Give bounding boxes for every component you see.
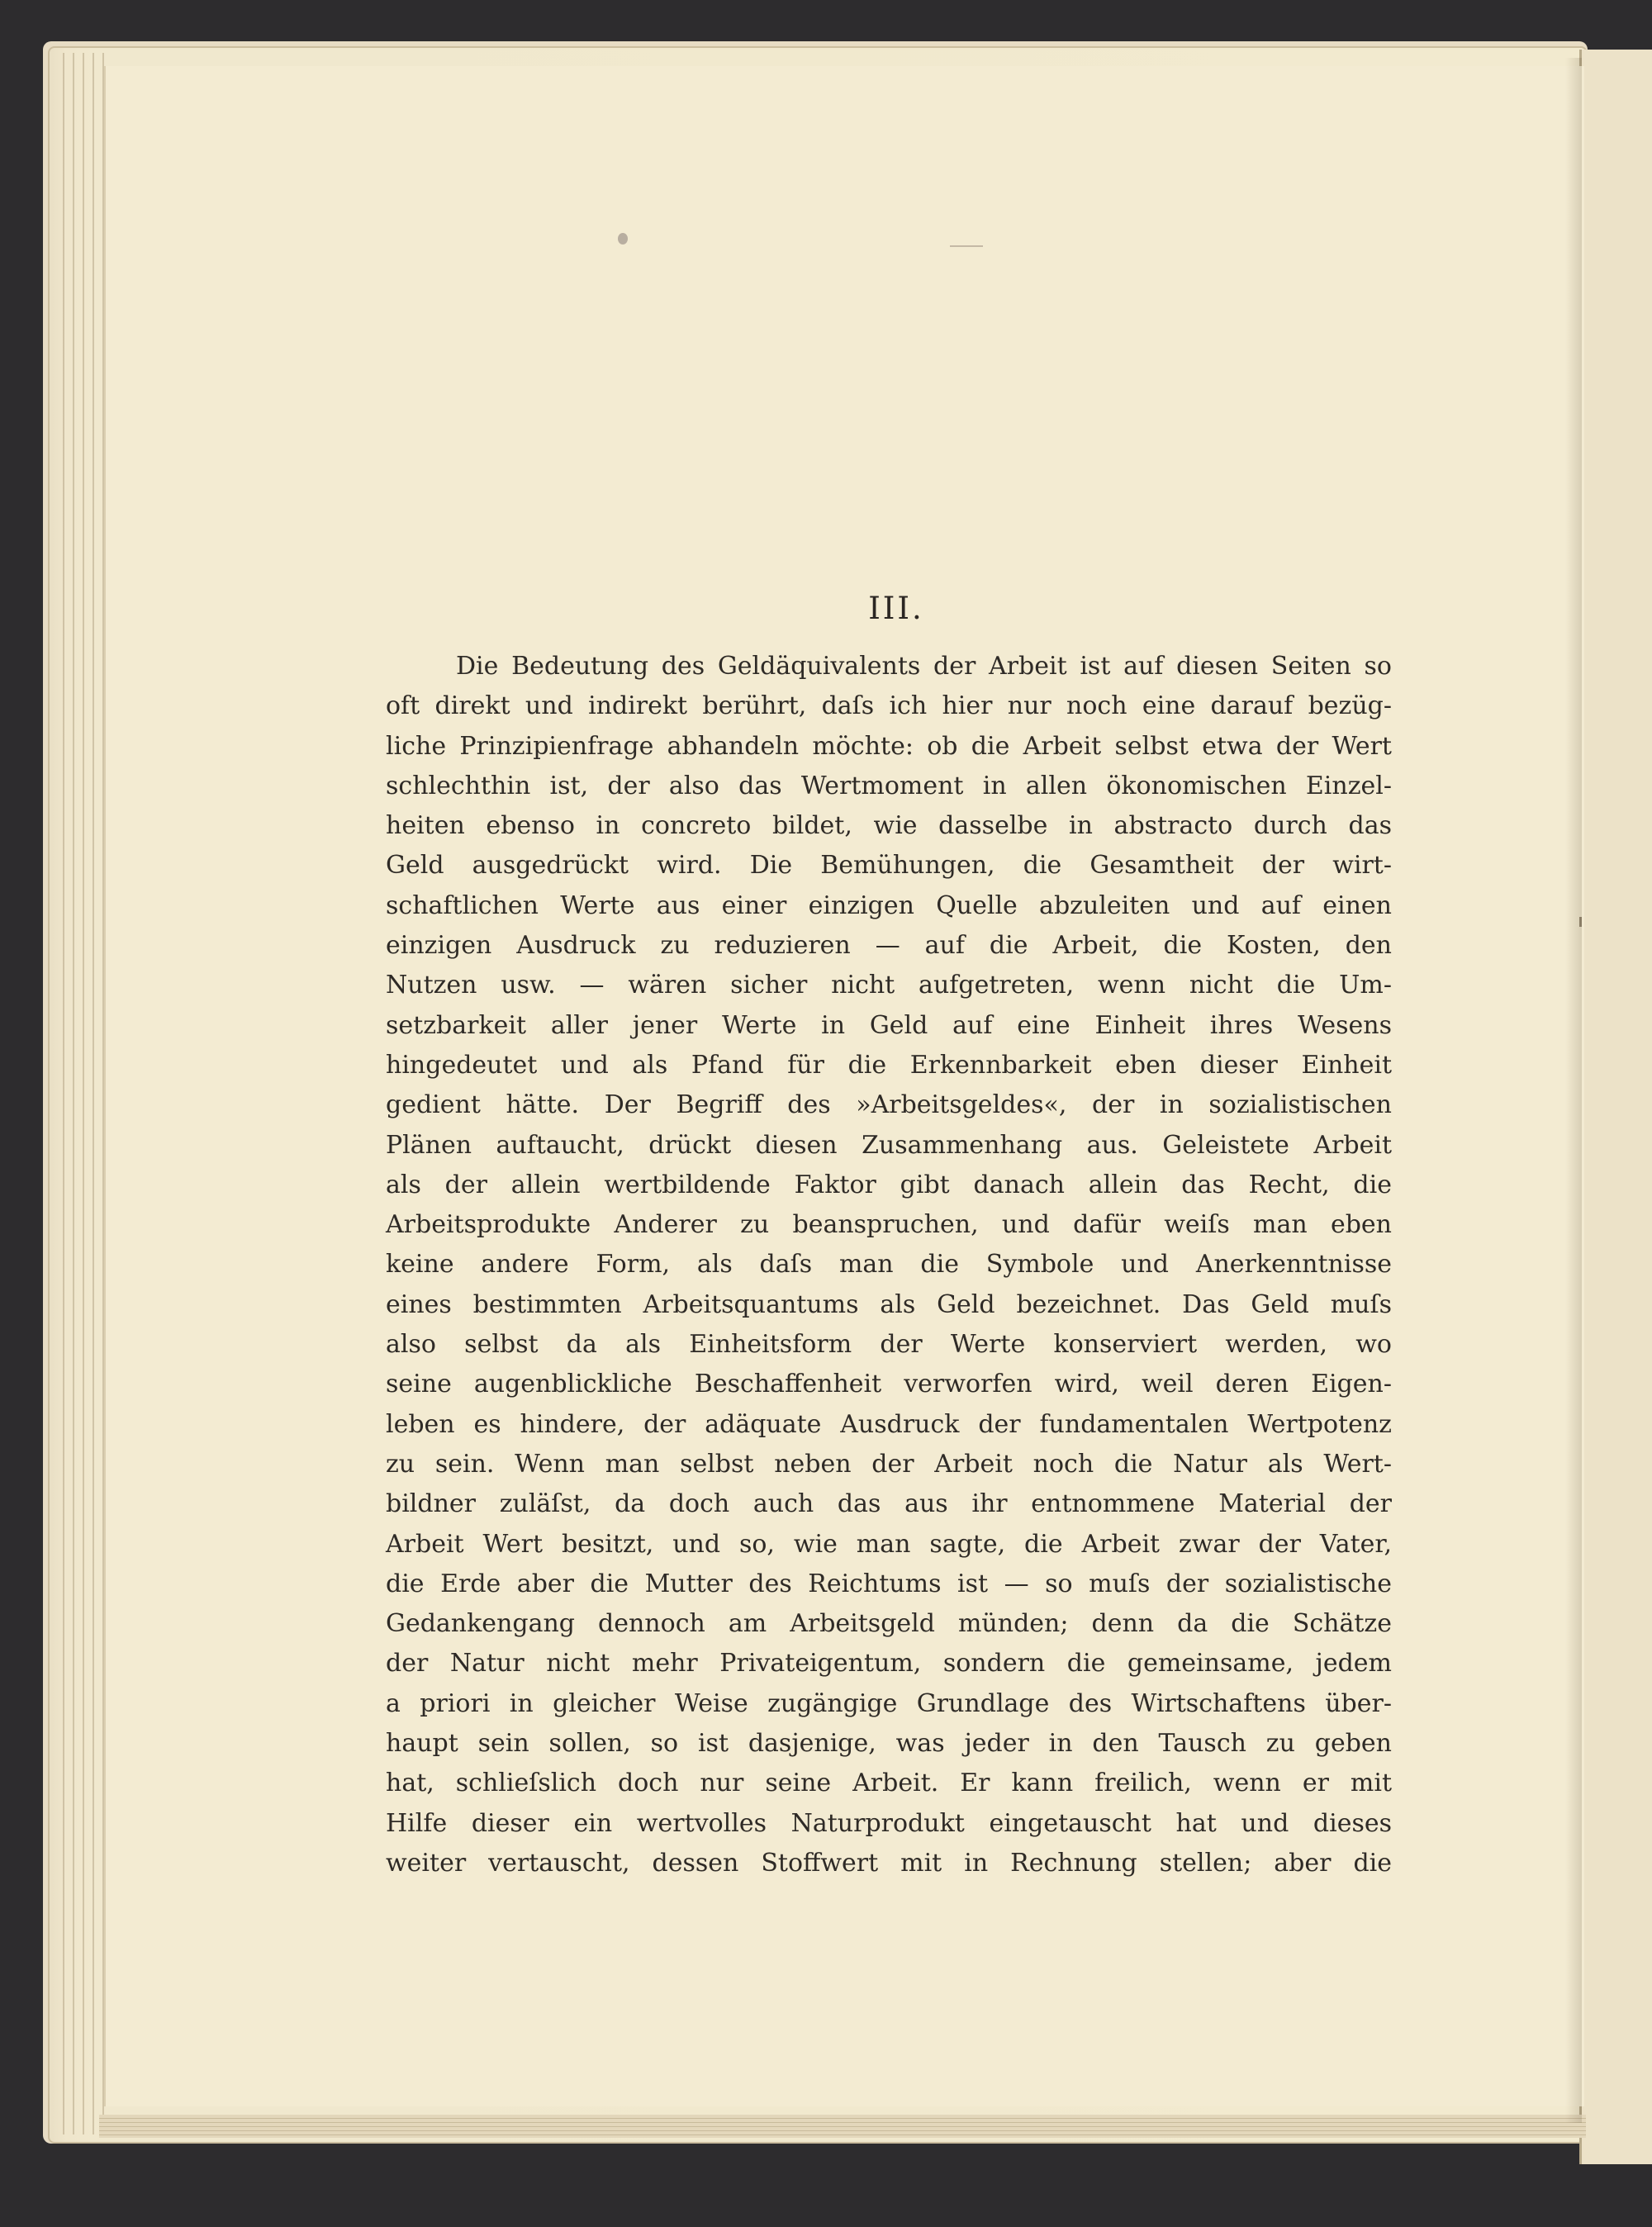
text-line: also selbst da als Einheitsform der Werte konserviert werden, wo: [386, 1330, 1392, 1360]
chapter-heading: III.: [868, 591, 924, 626]
text-line: der Natur nicht mehr Privateigentum, sondern die gemeinsame, jedem: [386, 1649, 1392, 1679]
paper-spot: [618, 233, 628, 245]
text-line: die Erde aber die Mutter des Reichtums ist — so muſs der sozialistische: [386, 1569, 1392, 1598]
text-line: Plänen auftaucht, drückt diesen Zusammenhang aus. Geleistete Arbeit: [386, 1130, 1392, 1160]
text-line: Geld ausgedrückt wird. Die Bemühungen, die Gesamtheit der wirt-: [386, 851, 1392, 881]
text-line: Arbeit Wert besitzt, und so, wie man sagte, die Arbeit zwar der Vater,: [386, 1529, 1392, 1559]
book-spine: [1579, 50, 1652, 2164]
margin-mark: [1579, 917, 1582, 927]
text-line: liche Prinzipienfrage abhandeln möchte: ob die Arbeit selbst etwa der Wert: [386, 731, 1392, 761]
text-line: haupt sein sollen, so ist dasjenige, was jeder in den Tausch zu geben: [386, 1729, 1392, 1759]
body-text: [386, 647, 1392, 1883]
text-line: Nutzen usw. — wären sicher nicht aufgetreten, wenn nicht die Um-: [386, 971, 1392, 1000]
page-edges-left: [55, 53, 112, 2134]
text-line: Gedankengang dennoch am Arbeitsgeld münden; denn da die Schätze: [386, 1609, 1392, 1639]
text-line: einzigen Ausdruck zu reduzieren — auf die Arbeit, die Kosten, den: [386, 931, 1392, 961]
text-line: keine andere Form, als daſs man die Symbole und Anerkenntnisse: [386, 1250, 1392, 1280]
text-line: oft direkt und indirekt berührt, daſs ich hier nur noch eine darauf bezüg-: [386, 691, 1392, 721]
text-line: schlechthin ist, der also das Wertmoment in allen ökonomischen Einzel-: [386, 771, 1392, 800]
text-line: Arbeitsprodukte Anderer zu beanspruchen, und dafür weiſs man eben: [386, 1210, 1392, 1240]
gutter-shadow: [1565, 58, 1582, 2123]
text-line: leben es hindere, der adäquate Ausdruck der fundamentalen Wertpotenz: [386, 1409, 1392, 1439]
text-line: eines bestimmten Arbeitsquantums als Geld bezeichnet. Das Geld muſs: [386, 1289, 1392, 1319]
text-line: weiter vertauscht, dessen Stoffwert mit in Rechnung stellen; aber die: [386, 1848, 1392, 1878]
text-line: hat, schlieſslich doch nur seine Arbeit. Er kann freilich, wenn er mit: [386, 1769, 1392, 1798]
text-line: schaftlichen Werte aus einer einzigen Quelle abzuleiten und auf einen: [386, 890, 1392, 920]
text-line: Die Bedeutung des Geldäquivalents der Arbeit ist auf diesen Seiten so: [456, 652, 1392, 681]
text-line: hingedeutet und als Pfand für die Erkennbarkeit eben dieser Einheit: [386, 1050, 1392, 1080]
text-line: a priori in gleicher Weise zugängige Grundlage des Wirtschaftens über-: [386, 1688, 1392, 1718]
text-line: heiten ebenso in concreto bildet, wie dasselbe in abstracto durch das: [386, 811, 1392, 841]
text-line: Hilfe dieser ein wertvolles Naturprodukt eingetauscht hat und dieses: [386, 1808, 1392, 1838]
paper-mark: [950, 245, 983, 247]
page-edges-bottom: [99, 2115, 1586, 2138]
text-line: bildner zuläſst, da doch auch das aus ihr entnommene Material der: [386, 1489, 1392, 1519]
text-line: zu sein. Wenn man selbst neben der Arbeit noch die Natur als Wert-: [386, 1449, 1392, 1479]
text-line: als der allein wertbildende Faktor gibt danach allein das Recht, die: [386, 1170, 1392, 1199]
text-line: setzbarkeit aller jener Werte in Geld auf eine Einheit ihres Wesens: [386, 1010, 1392, 1040]
text-line: gedient hätte. Der Begriff des »Arbeitsgeldes«, der in sozialistischen: [386, 1090, 1392, 1120]
text-line: seine augenblickliche Beschaffenheit verworfen wird, weil deren Eigen-: [386, 1370, 1392, 1399]
